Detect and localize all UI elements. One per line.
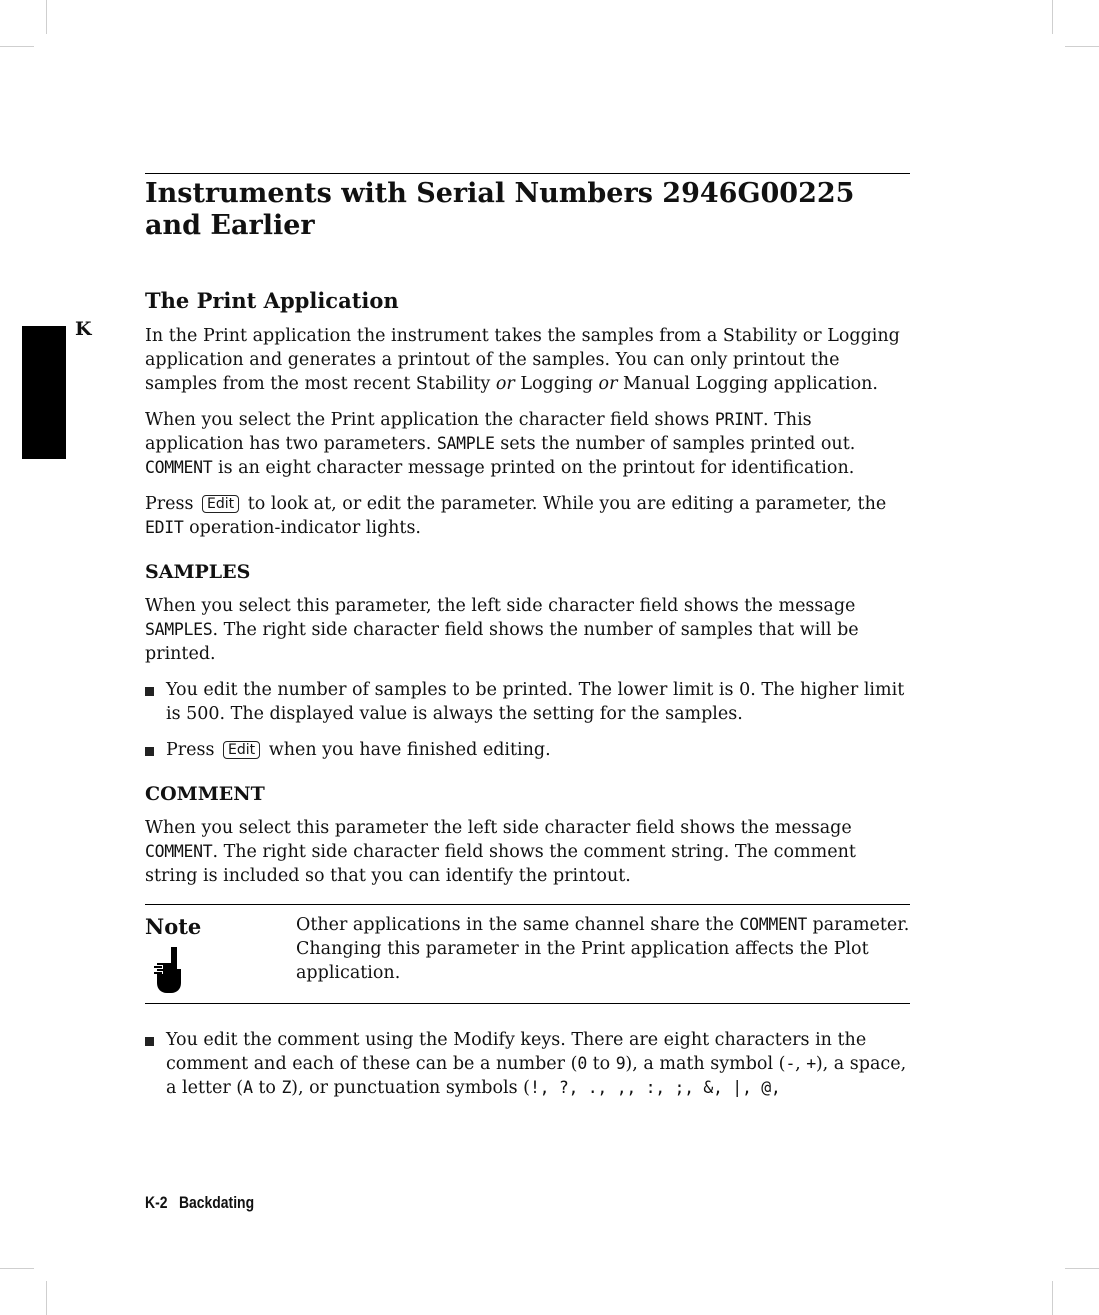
crop-mark (1052, 1281, 1053, 1315)
crop-mark (1065, 1268, 1099, 1269)
section-title: The Print Application (145, 288, 399, 313)
edit-key-icon: Edit (202, 495, 239, 513)
intro-paragraph-2: When you select the Print application the character field shows PRINT. This application has two parameters. SAMPLE sets the number of samples printed out. COMMENT is an eight character message printed on the printout for identification. (145, 410, 856, 478)
note-box (145, 904, 910, 1004)
crop-mark (1052, 0, 1053, 34)
samples-bullet-1: You edit the number of samples to be printed. The lower limit is 0. The higher limit is 500. The displayed value is always the setting for the samples. (145, 678, 910, 726)
comment-heading: COMMENT (145, 783, 265, 805)
crop-mark (0, 46, 34, 47)
bullet-square-icon (145, 687, 154, 696)
page-body (145, 178, 910, 1112)
comment-paragraph: When you select this parameter the left side character field shows the message COMMENT. The right side character field shows the comment string. The comment string is included so that you can identify the printout. (145, 818, 856, 886)
page-footer (145, 1193, 254, 1213)
crop-mark (0, 1268, 34, 1269)
comment-bullet: You edit the comment using the Modify keys. There are eight characters in the comment and each of these can be a number (0 to 9), a math symbol (-, +), a space, a letter (A to Z), or punctuation symbols (!, ?, ., ,, :, ;, &, |, @, (145, 1028, 910, 1100)
section-tab-letter: K (75, 318, 92, 340)
crop-mark (1065, 46, 1099, 47)
section-thumb-tab (22, 326, 66, 459)
page-number: K-2 (145, 1193, 168, 1212)
title-rule (145, 173, 910, 174)
chapter-name: Backdating (178, 1193, 255, 1212)
samples-paragraph: When you select this parameter, the left side character field shows the message SAMPLES. The right side character field shows the number of samples that will be printed. (145, 596, 859, 664)
page-title: Instruments with Serial Numbers 2946G00225 and Earlier (145, 178, 855, 241)
bullet-square-icon (145, 747, 154, 756)
bullet-square-icon (145, 1037, 154, 1046)
pointing-hand-icon (151, 947, 296, 1001)
intro-paragraph-3: Press Edit to look at, or edit the parameter. While you are editing a parameter, the EDIT operation-indicator lights. (145, 494, 887, 538)
note-label: Note (145, 914, 202, 939)
edit-key-icon: Edit (223, 741, 260, 759)
crop-mark (46, 0, 47, 34)
samples-bullet-2: Press Edit when you have finished editing. (145, 738, 910, 762)
crop-mark (46, 1281, 47, 1315)
intro-paragraph-1: In the Print application the instrument takes the samples from a Stability or Logging application and generates a printout of the samples. You can only printout the samples from the most recent Stability or Logging or Manual Logging application. (145, 326, 900, 394)
samples-heading: SAMPLES (145, 561, 251, 583)
note-text: Other applications in the same channel share the COMMENT parameter. Changing this parameter in the Print application affects the Plot application. (296, 915, 910, 983)
